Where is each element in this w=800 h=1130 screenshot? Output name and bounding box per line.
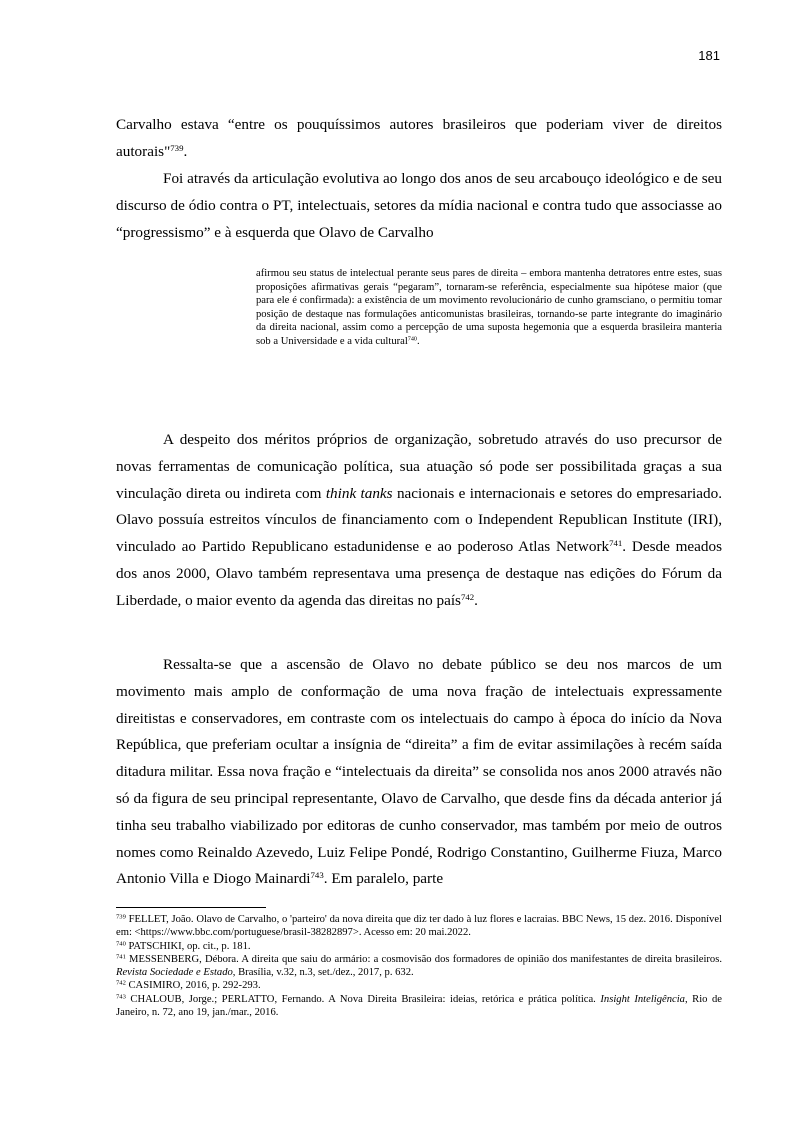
footnotes <box>116 913 722 1019</box>
footnote-742: $^{742}$ CASIMIRO, 2016, p. 292-293. <box>116 980 261 992</box>
footnote-ref-741[interactable]: 741 <box>609 538 623 549</box>
paragraph-4: Ressalta-se que a ascensão de Olavo no debate público se deu nos marcos de um movimento mais amplo de conformação de uma nova fração de intelectuais expressamente direitistas e conservadores, em contraste com os intelectuais do campo à época do início da Nova República, que preferiam ocultar a insígnia de “direita” a fim de evitar assimilações à recém saída ditadura militar. Essa nova fração e “intelectuais da direita” se consolida nos anos 2000 através não só da figura de seu principal representante, Olavo de Carvalho, que desde fins da década anterior já tinha seu trabalho viabilizado por editoras de cunho conservador, mas também por meio de outros nomes como Reinaldo Azevedo, Luiz Felipe Pondé, Rodrigo Constantino, Guilherme Fiuza, Marco Antonio Villa e Diogo Mainardi$^{743}$. Em paralelo, parte <box>116 656 722 888</box>
footnote-ref-743[interactable]: 743 <box>310 870 324 881</box>
block-quote: afirmou seu status de intelectual perante seus pares de direita – embora mantenha detratores entre estes, suas proposições afirmativas gerais “pegaram”, tornaram-se referência, especialmente sua hipótese maior (que para ele é confirmada): a existência de um movimento revolucionário de cunho gramsciano, o permitiu tomar posição de destaque nas formulações anticomunistas brasileiras, tornando-se parte integrante do imaginário da direita nacional, assim como a percepção de uma suposta hegemonia que a esquerda brasileira manteria sob a Universidade e a vida cultural$^{740}$. <box>256 268 722 347</box>
footnote-743: $^{743}$ CHALOUB, Jorge.; PERLATTO, Fernando. A Nova Direita Brasileira: ideias, retórica e prática política. Insight Inteligência, Rio de Janeiro, n. 72, ano 19, jan./mar., 2016. <box>116 993 722 1019</box>
paragraph-1: Carvalho estava “entre os pouquíssimos autores brasileiros que poderiam viver de direitos autorais"$^{739}$. <box>116 116 722 160</box>
footnote-ref-742[interactable]: 742 <box>460 591 475 602</box>
footnote-739: $^{739}$ FELLET, João. Olavo de Carvalho, o 'parteiro' da nova direita que diz ter dado à luz flores e lacraias. BBC News, 15 dez. 2016. Disponível em: <https://www.bbc.com/portuguese/brasil-38282897>. Acesso em: 20 mai.2022. <box>116 913 722 939</box>
italic-term: think tanks <box>325 484 393 502</box>
paragraph-3: A despeito dos méritos próprios de organização, sobretudo através do uso precursor de novas ferramentas de comunicação política, sua atuação só pode ser possibilitada graças a sua vinculação direta ou indireta com think tanks nacionais e internacionais e setores do empresariado. Olavo possuía estreitos vínculos de financiamento com o Independent Republican Institute (IRI), vinculado ao Partido Republicano estadunidense e ao poderoso Atlas Network$^{741}$. Desde meados dos anos 2000, Olavo também representava uma presença de destaque nas edições do Fórum da Liberdade, o maior evento da agenda das direitas no país$^{742}$. <box>116 431 722 609</box>
footnote-separator <box>116 907 266 908</box>
footnote-ref-740[interactable]: 740 <box>407 336 417 343</box>
footnote-ref-739[interactable]: 739 <box>170 142 184 153</box>
paragraph-2: Foi através da articulação evolutiva ao longo dos anos de seu arcabouço ideológico e de seu discurso de ódio contra o PT, intelectuais, setores da mídia nacional e contra tudo que associasse ao “progressismo” e à esquerda que Olavo de Carvalho <box>116 170 722 241</box>
footnote-740: $^{740}$ PATSCHIKI, op. cit., p. 181. <box>116 940 251 952</box>
footnote-741: $^{741}$ MESSENBERG, Débora. A direita que saiu do armário: a cosmovisão dos formadores de opinião dos manifestantes de direita brasileiros. Revista Sociedade e Estado, Brasília, v.32, n.3, set./dez., 2017, p. 632. <box>116 953 722 979</box>
page-number: 181 <box>698 48 720 63</box>
